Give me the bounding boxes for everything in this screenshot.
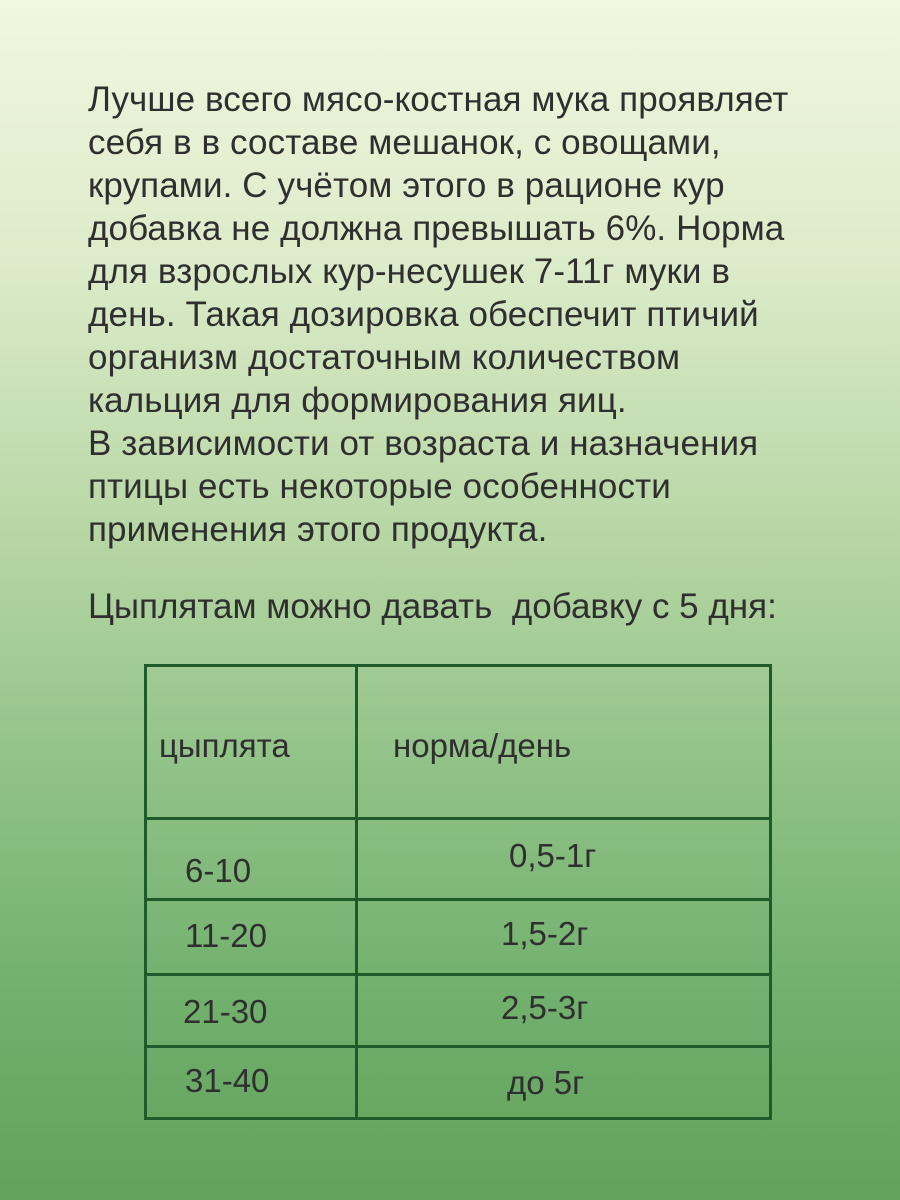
paragraph-line: кальция для формирования яиц. (88, 381, 627, 420)
table-header-age: цыплята (159, 727, 290, 764)
paragraph-line: добавка не должна превышать 6%. Норма (88, 209, 785, 248)
table-cell-norm: до 5г (507, 1064, 585, 1101)
paragraph-line: В зависимости от возраста и назначения (88, 424, 759, 463)
table-cell-age: 11-20 (185, 917, 267, 954)
table-row-divider (147, 898, 769, 901)
paragraph-line: крупами. С учётом этого в рационе кур (88, 166, 725, 205)
table-cell-norm: 1,5-2г (501, 915, 589, 952)
table-column-divider (355, 667, 358, 1117)
paragraph-line: для взрослых кур-несушек 7-11г муки в (88, 252, 731, 291)
table-cell-age: 21-30 (183, 993, 268, 1030)
paragraph-line: применения этого продукта. (88, 510, 548, 549)
table-cell-age: 6-10 (185, 852, 252, 889)
table-row-divider (147, 973, 769, 976)
paragraph-line: себя в в составе мешанок, с овощами, (88, 123, 721, 162)
paragraph-line: птицы есть некоторые особенности (88, 467, 671, 506)
table-row-divider (147, 817, 769, 820)
paragraph-line: Лучше всего мясо-костная мука проявляет (88, 80, 789, 119)
table-cell-age: 31-40 (185, 1062, 270, 1099)
paragraph-line: день. Такая дозировка обеспечит птичий (88, 295, 759, 334)
table-intro: Цыплятам можно давать добавку с 5 дня: (88, 587, 777, 626)
main-paragraph (88, 78, 848, 551)
table-cell-norm: 2,5-3г (501, 989, 589, 1026)
table-cell-norm: 0,5-1г (509, 837, 597, 874)
dosage-table (144, 664, 772, 1120)
paragraph-line: организм достаточным количеством (88, 338, 681, 377)
table-row-divider (147, 1045, 769, 1048)
table-header-norm: норма/день (393, 727, 572, 764)
